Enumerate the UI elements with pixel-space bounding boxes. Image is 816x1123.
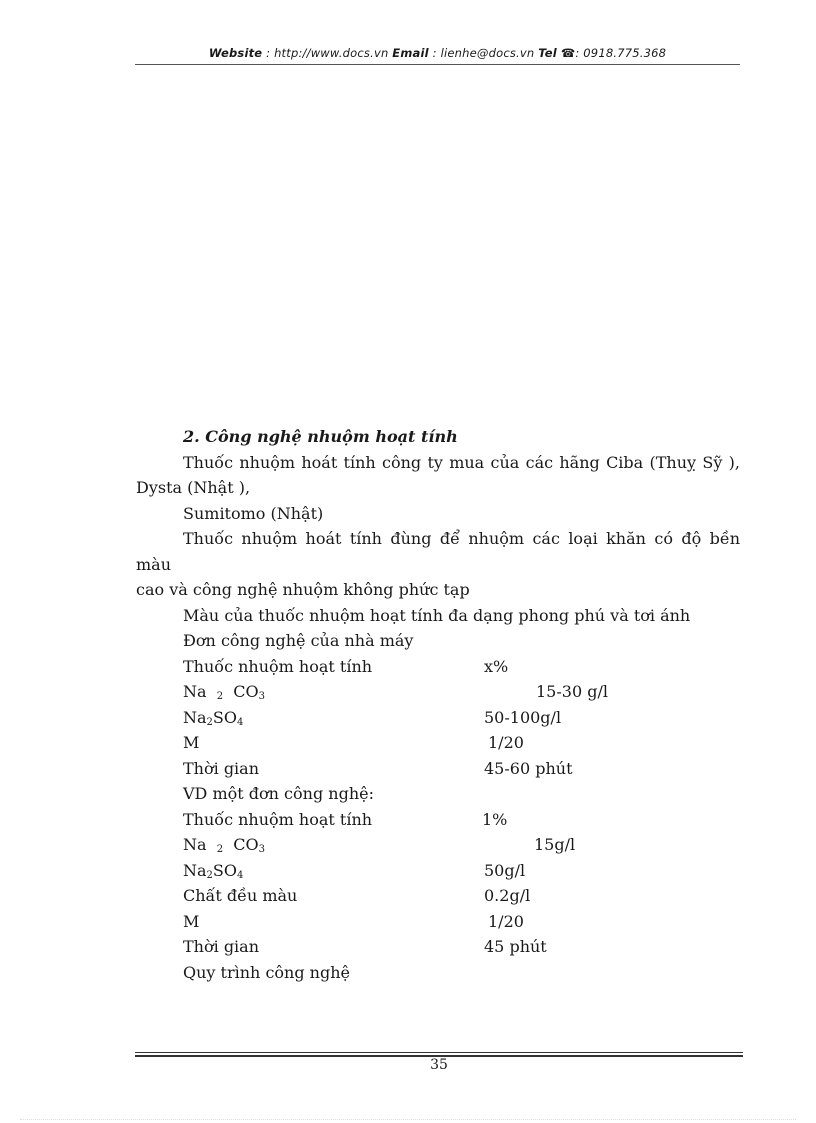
recipe-label: Thuốc nhuộm hoạt tính [183,809,373,829]
paragraph-line: Thuốc nhuộm hoát tính đùng để nhuộm các loại khăn có độ bền màu [136,529,740,574]
recipe-value: 50-100g/l [484,707,562,727]
tel-value: : 0918.775.368 [575,46,667,60]
recipe-label: Thời gian [183,937,260,956]
recipe-row [136,858,740,884]
recipe-row [136,909,740,935]
phone-icon: ☎ [560,46,576,60]
recipe-row [136,832,740,858]
page-number: 35 [430,1057,448,1073]
recipe-row [136,934,740,960]
recipe-label: Thuốc nhuộm hoạt tính [183,656,373,676]
recipe-label: M [183,911,200,931]
recipe-value: 45-60 phút [484,758,573,778]
header-divider [135,64,740,65]
recipe-value: 1/20 [488,911,524,931]
recipe-row [136,679,740,705]
recipe-value: x% [484,656,509,676]
recipe-value: 15g/l [534,835,576,854]
recipe-row [136,883,740,909]
recipe-label: M [183,733,200,752]
paragraph-line: cao và công nghệ nhuộm không phức tạp [136,580,470,599]
recipe-row [136,756,740,782]
paragraph-line: Thuốc nhuộm hoát tính công ty mua của các hãng Ciba (Thuỵ Sỹ ), [183,452,740,472]
recipe-value: 1% [482,809,508,829]
recipe-value: 15-30 g/l [536,682,608,701]
recipe-value: 0.2g/l [484,886,531,905]
website-label: Website [208,46,263,60]
closing-line: Quy trình công nghệ [183,962,350,982]
recipe-label: $Na_2SO_4$ [183,860,244,881]
paragraph-line: Đơn công nghệ của nhà máy [183,631,414,650]
paragraph-line: Dysta (Nhật ), [136,478,251,497]
recipe-label: Na $_2$ $CO_3$ [183,835,266,855]
email-value: : lienhe@docs.vn [432,46,535,60]
recipe-row [136,705,740,731]
recipe-label: $Na_2SO_4$ [183,707,244,728]
footer-divider [135,1052,743,1053]
paragraph-line: Sumitomo (Nhật) [183,503,324,523]
recipe-label: Chất đều màu [183,886,298,905]
recipe-value: 1/20 [488,733,524,752]
example-title: VD một đơn công nghệ: [183,784,374,803]
page-header [135,46,740,60]
paragraph-line: Màu của thuốc nhuộm hoạt tính đa dạng phong phú và tơi ánh [183,605,691,625]
recipe-label: Thời gian [183,758,260,778]
recipe-row [136,730,740,756]
section-heading: 2. Công nghệ nhuộm hoạt tính [183,427,458,446]
website-url: : http://www.docs.vn [266,46,389,60]
recipe-value: 50g/l [484,860,526,880]
tel-label: Tel [538,46,557,60]
recipe-row [136,807,740,833]
recipe-value: 45 phút [484,937,547,956]
recipe-label: Na $_2$ $CO_3$ [183,682,266,702]
email-label: Email [392,46,429,60]
page-edge [20,1119,796,1120]
recipe-row [136,654,740,680]
document-body [136,424,740,985]
